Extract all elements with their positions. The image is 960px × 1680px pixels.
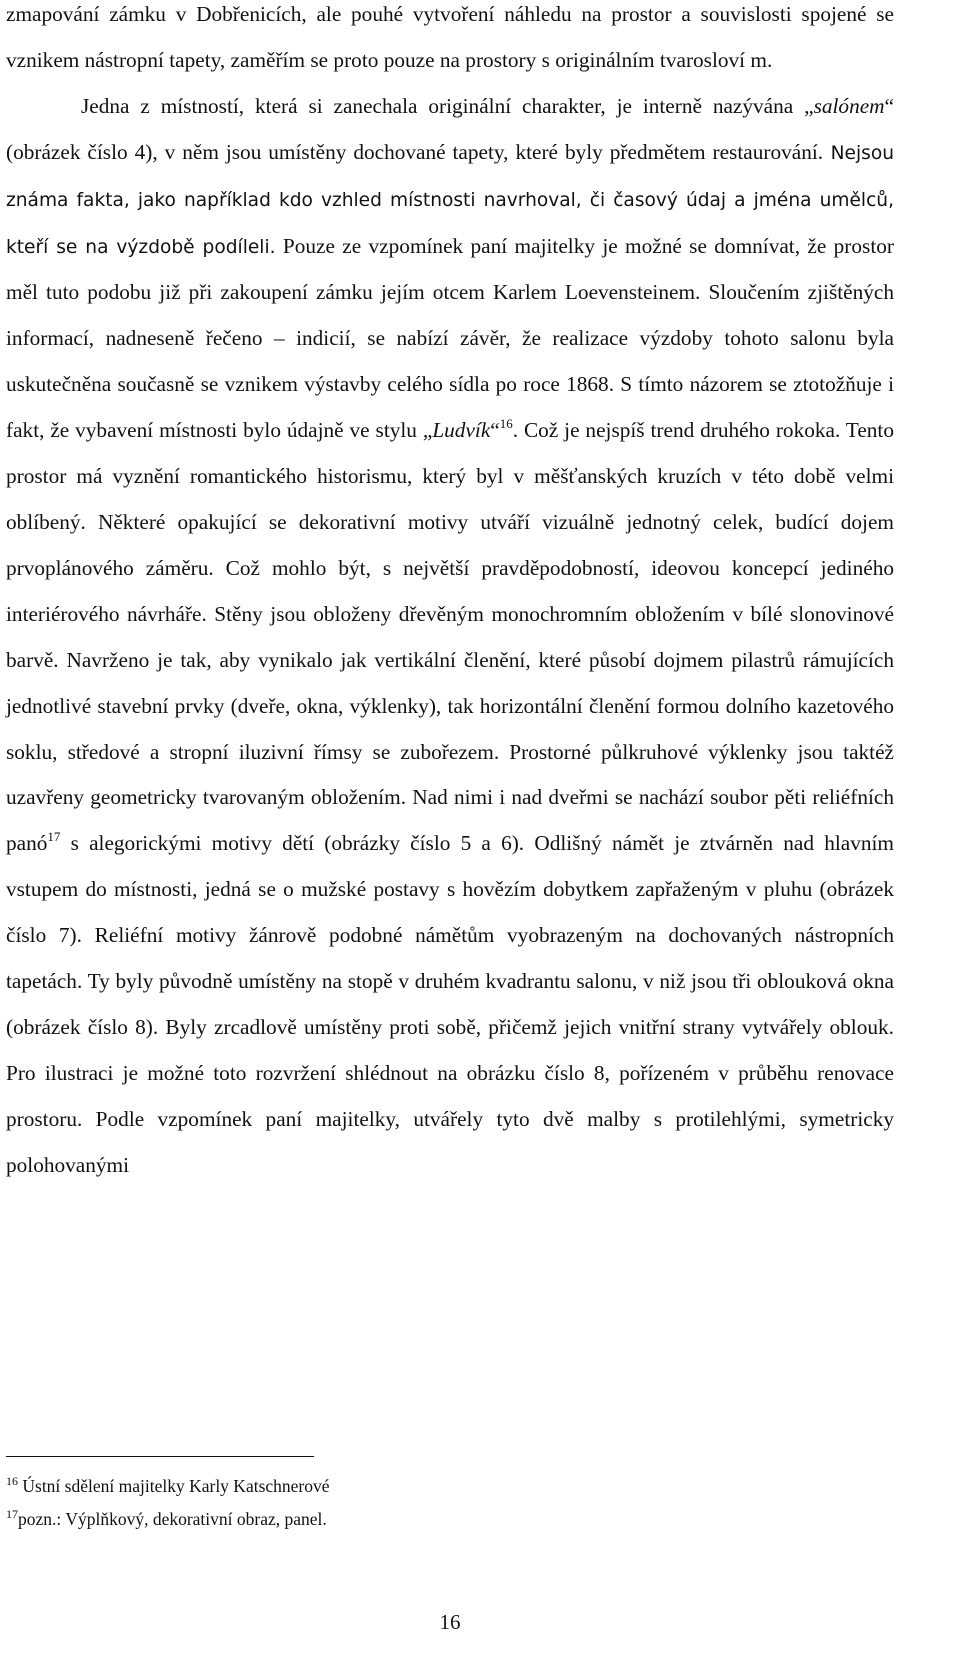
footnote-text: pozn.: Výplňkový, dekorativní obraz, panel.: [18, 1509, 327, 1529]
footnotes: [6, 1470, 894, 1536]
footnote-text: Ústní sdělení majitelky Karly Katschnerové: [18, 1476, 330, 1496]
paragraph-continuation: zmapování zámku v Dobřenicích, ale pouhé vytvoření náhledu na prostor a souvislosti spojené se vznikem nástropní tapety, zaměřím se proto pouze na prostory s originálním tvarosloví m.: [6, 2, 894, 72]
body-text: [6, 0, 894, 1189]
footnote-16: [6, 1470, 894, 1503]
term-salonem: salónem: [813, 93, 885, 118]
footnote-ref-16[interactable]: 16: [499, 416, 513, 432]
footnote-number: 17: [6, 1507, 18, 1521]
footnote-number: 16: [6, 1474, 18, 1488]
term-ludvik: Ludvík: [432, 418, 491, 443]
footnote-ref-17[interactable]: 17: [47, 829, 61, 845]
footnote-divider: [6, 1456, 314, 1457]
sans-passage: Nejsou známa fakta, jako například kdo vzhled místnosti navrhoval, či časový údaj a jména umělců, kteří se na výzdobě podíleli.: [6, 142, 894, 258]
page-number: 16: [439, 1610, 461, 1634]
footnote-17: [6, 1503, 894, 1536]
paragraph-salon: Jedna z místností, která si zanechala originální charakter, je interně nazývána „salónem“ (obrázek číslo 4), v něm jsou umístěny dochované tapety, které byly předmětem restaurování. Nejsou známa fakta, jako například kdo vzhled místnosti navrhoval, či časový údaj a jména umělců, kteří se na výzdobě podíleli. Pouze ze vzpomínek paní majitelky je možné se domnívat, že prostor měl tuto podobu již při zakoupení zámku jejím otcem Karlem Loevensteinem. Sloučením zjištěných informací, nadneseně řečeno – indicií, se nabízí závěr, že realizace výzdoby tohoto salonu byla uskutečněna současně se vznikem výstavby celého sídla po roce 1868. S tímto názorem se ztotožňuje i fakt, že vybavení místnosti bylo údajně ve stylu „Ludvík“$^{16}$. Což je nejspíš trend druhého rokoka. Tento prostor má vyznění romantického historismu, který byl v měšťanských kruzích v této době velmi oblíbený. Některé opakující se dekorativní motivy utváří vizuálně jednotný celek, budící dojem prvoplánového záměru. Což mohlo být, s největší pravděpodobností, ideovou koncepcí jediného interiérového návrháře. Stěny jsou obloženy dřevěným monochromním obložením v bílé slonovinové barvě. Navrženo je tak, aby vynikalo jak vertikální členění, které působí dojmem pilastrů rámujících jednotlivé stavební prvky (dveře, okna, výklenky), tak horizontální členění formou dolního kazetového soklu, středové a stropní iluzivní římsy se zubořezem. Prostorné půlkruhové výklenky jsou taktéž uzavřeny geometricky tvarovaným obložením. Nad nimi i nad dveřmi se nachází soubor pěti reliéfních panó$^{17}$ s alegorickými motivy dětí (obrázky číslo 5 a 6). Odlišný námět je ztvárněn nad hlavním vstupem do místnosti, jedná se o mužské postavy s hovězím dobytkem zapřaženým v pluhu (obrázek číslo 7). Reliéfní motivy žánrově podobné námětům vyobrazeným na dochovaných nástropních tapetách. Ty byly původně umístěny na stopě v druhém kvadrantu salonu, v niž jsou tři oblouková okna (obrázek číslo 8). Byly zrcadlově umístěny proti sobě, přičemž jejich vnitřní strany vytvářely oblouk. Pro ilustraci je možné toto rozvržení shlédnout na obrázku číslo 8, pořízeném v průběhu renovace prostoru. Podle vzpomínek paní majitelky, utvářely tyto dvě malby s protilehlými, symetricky polohovanými: [6, 93, 894, 1177]
